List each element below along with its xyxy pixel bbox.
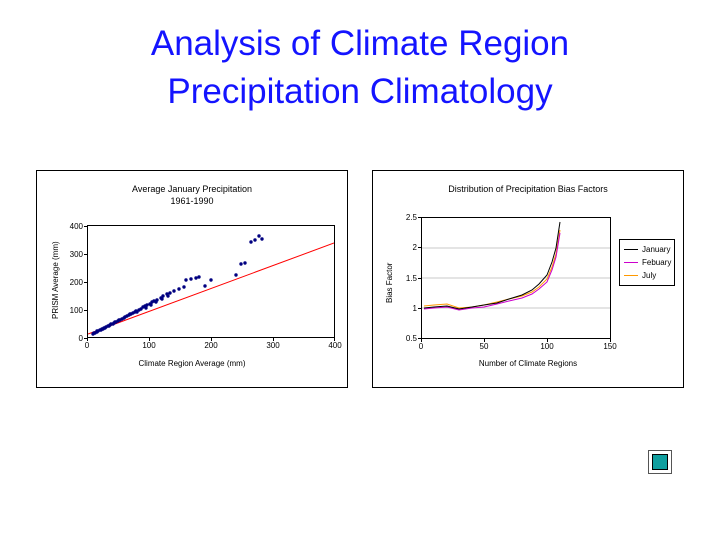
- chart-right-series-february: [424, 233, 560, 310]
- chart-left-xtick-400: 400: [328, 341, 342, 350]
- chart-left-ytick-400: 400: [69, 222, 83, 231]
- page-title: [40, 20, 680, 116]
- chart-left-y-axis-label: PRISM Average (mm): [51, 241, 60, 319]
- chart-right-xtick-50: 50: [479, 342, 489, 351]
- chart-right-legend: [619, 239, 675, 286]
- chart-left-title-line2: 1961-1990: [170, 196, 214, 206]
- chart-left-xtickmark-300: [273, 338, 274, 341]
- page-title-line2: Precipitation Climatology: [167, 72, 553, 111]
- chart-left-xtickmark-100: [149, 338, 150, 341]
- chart-right-series-january: [424, 222, 560, 309]
- chart-line-bias-factor-distribution: [372, 170, 684, 388]
- chart-left-xtickmark-200: [211, 338, 212, 341]
- chart-left-plot-area: [87, 225, 335, 338]
- chart-left-xtickmark-400: [334, 338, 335, 341]
- legend-label-july: July: [642, 270, 657, 280]
- chart-right-xtickmark-100: [547, 339, 548, 342]
- legend-item-july: [624, 269, 670, 282]
- chart-left-xtick-200: 200: [204, 341, 218, 350]
- chart-right-xtickmark-50: [484, 339, 485, 342]
- legend-item-february: [624, 256, 670, 269]
- chart-scatter-january-precipitation: [36, 170, 348, 388]
- legend-swatch-july-icon: [624, 275, 638, 276]
- chart-right-xtick-100: 100: [540, 342, 554, 351]
- chart-right-ytick-2: 2: [412, 243, 417, 252]
- chart-right-series-july: [424, 230, 560, 308]
- chart-right-xtick-150: 150: [603, 342, 617, 351]
- chart-left-scatter-points: [91, 234, 263, 335]
- chart-right-title: Distribution of Precipitation Bias Factors: [448, 184, 608, 194]
- chart-right-y-axis-label: Bias Factor: [385, 262, 394, 303]
- chart-left-xtick-0: 0: [84, 341, 90, 350]
- document-thumbnail-icon[interactable]: [648, 450, 672, 474]
- chart-left-xtick-100: 100: [142, 341, 156, 350]
- legend-item-january: [624, 243, 670, 256]
- chart-left-reference-line: [88, 243, 334, 334]
- chart-right-ytick-1-5: 1.5: [405, 274, 417, 283]
- chart-left-xtick-300: 300: [266, 341, 280, 350]
- chart-right-x-axis-label: Number of Climate Regions: [478, 359, 578, 368]
- page-title-line1: Analysis of Climate Region: [150, 24, 570, 63]
- chart-left-title-line1: Average January Precipitation: [132, 184, 252, 194]
- chart-right-ytick-0-5: 0.5: [405, 334, 417, 343]
- legend-swatch-february-icon: [624, 262, 638, 263]
- chart-left-ytick-200: 200: [69, 278, 83, 287]
- chart-left-title: [37, 183, 347, 207]
- legend-swatch-january-icon: [624, 249, 638, 250]
- document-thumbnail-inner: [652, 454, 668, 470]
- chart-right-xtickmark-150: [610, 339, 611, 342]
- legend-label-january: January: [642, 244, 671, 254]
- chart-right-plot-area: [421, 217, 611, 339]
- chart-left-ytick-0: 0: [78, 334, 83, 343]
- chart-right-xtickmark-0: [421, 339, 422, 342]
- chart-left-xtickmark-0: [87, 338, 88, 341]
- chart-right-ytick-2-5: 2.5: [405, 213, 417, 222]
- chart-right-xtick-0: 0: [418, 342, 424, 351]
- chart-left-ytick-100: 100: [69, 306, 83, 315]
- legend-label-february: Febuary: [642, 257, 672, 267]
- chart-left-x-axis-label: Climate Region Average (mm): [138, 359, 246, 368]
- chart-right-ytick-1: 1: [412, 304, 417, 313]
- chart-left-ytick-300: 300: [69, 250, 83, 259]
- chart-right-svg: [422, 218, 610, 338]
- chart-left-svg: [88, 226, 334, 337]
